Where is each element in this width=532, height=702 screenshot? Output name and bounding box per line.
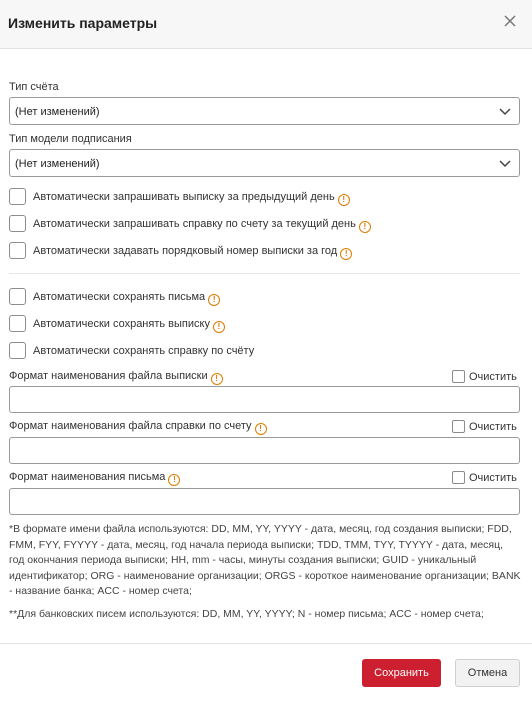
letter-format-clear-checkbox[interactable] xyxy=(452,471,465,484)
statement-format-clear-label: Очистить xyxy=(469,371,517,383)
info-icon[interactable]: ! xyxy=(168,474,180,486)
info-icon[interactable]: ! xyxy=(213,321,225,333)
info-icon[interactable]: ! xyxy=(340,248,352,260)
auto-save-letters-checkbox[interactable] xyxy=(9,288,26,305)
statement-format-clear-checkbox[interactable] xyxy=(452,370,465,383)
info-icon[interactable]: ! xyxy=(211,373,223,385)
close-icon[interactable] xyxy=(502,13,518,29)
dialog-header xyxy=(0,0,532,49)
certificate-format-clear-checkbox[interactable] xyxy=(452,420,465,433)
signing-model-select[interactable] xyxy=(9,149,520,177)
info-icon[interactable]: ! xyxy=(338,194,350,206)
auto-request-statement-checkbox[interactable] xyxy=(9,188,26,205)
footer-divider xyxy=(0,643,532,644)
statement-format-input[interactable] xyxy=(9,386,520,413)
info-icon[interactable]: ! xyxy=(208,294,220,306)
certificate-format-label: Формат наименования файла справки по счету xyxy=(9,420,252,432)
auto-save-certificate-checkbox[interactable] xyxy=(9,342,26,359)
chevron-down-icon xyxy=(499,159,511,169)
letter-format-label: Формат наименования письма xyxy=(9,471,166,483)
format-help-note: *В формате имени файла используются: DD, MM, YY, YYYY - дата, месяц, год создания выписки; FDD, FMM, FYY, FYYYY - дата, месяц, год начала периода выписки; TDD, TMM, TYY, TYYYY - дата, месяц, год окончания периода выписки; HH, mm - часы, минуты создания выписки; GUID - уникальный идентификатор; ORG - наименование организации; ORGS - короткое наименование организации; BANK - название банка; ACC - номер счета; xyxy=(9,523,521,597)
account-type-value: (Нет изменений) xyxy=(15,106,100,118)
certificate-format-input[interactable] xyxy=(9,437,520,464)
signing-model-label: Тип модели подписания xyxy=(9,133,132,145)
certificate-format-clear-label: Очистить xyxy=(469,421,517,433)
auto-save-statement-label: Автоматически сохранять выписку xyxy=(33,318,210,330)
letter-format-input[interactable] xyxy=(9,488,520,515)
auto-statement-number-label: Автоматически задавать порядковый номер выписки за год xyxy=(33,245,338,257)
statement-format-label: Формат наименования файла выписки xyxy=(9,370,208,382)
auto-statement-number-checkbox[interactable] xyxy=(9,242,26,259)
chevron-down-icon xyxy=(499,107,511,117)
letter-format-clear-label: Очистить xyxy=(469,472,517,484)
auto-save-letters-label: Автоматически сохранять письма xyxy=(33,291,206,303)
letter-format-help-note: **Для банковских писем используются: DD, MM, YY, YYYY; N - номер письма; ACC - номер счета; xyxy=(9,608,484,620)
signing-model-value: (Нет изменений) xyxy=(15,158,100,170)
auto-save-statement-checkbox[interactable] xyxy=(9,315,26,332)
info-icon[interactable]: ! xyxy=(255,423,267,435)
auto-request-certificate-checkbox[interactable] xyxy=(9,215,26,232)
dialog-title: Изменить параметры xyxy=(8,15,158,31)
account-type-label: Тип счёта xyxy=(9,81,59,93)
account-type-select[interactable] xyxy=(9,97,520,125)
section-divider xyxy=(9,273,520,274)
auto-request-certificate-label: Автоматически запрашивать справку по счету за текущий день xyxy=(33,218,356,230)
cancel-button[interactable]: Отмена xyxy=(455,659,520,687)
auto-save-certificate-label: Автоматически сохранять справку по счёту xyxy=(33,345,255,357)
save-button[interactable]: Сохранить xyxy=(362,659,441,687)
info-icon[interactable]: ! xyxy=(359,221,371,233)
auto-request-statement-label: Автоматически запрашивать выписку за предыдущий день xyxy=(33,191,335,203)
